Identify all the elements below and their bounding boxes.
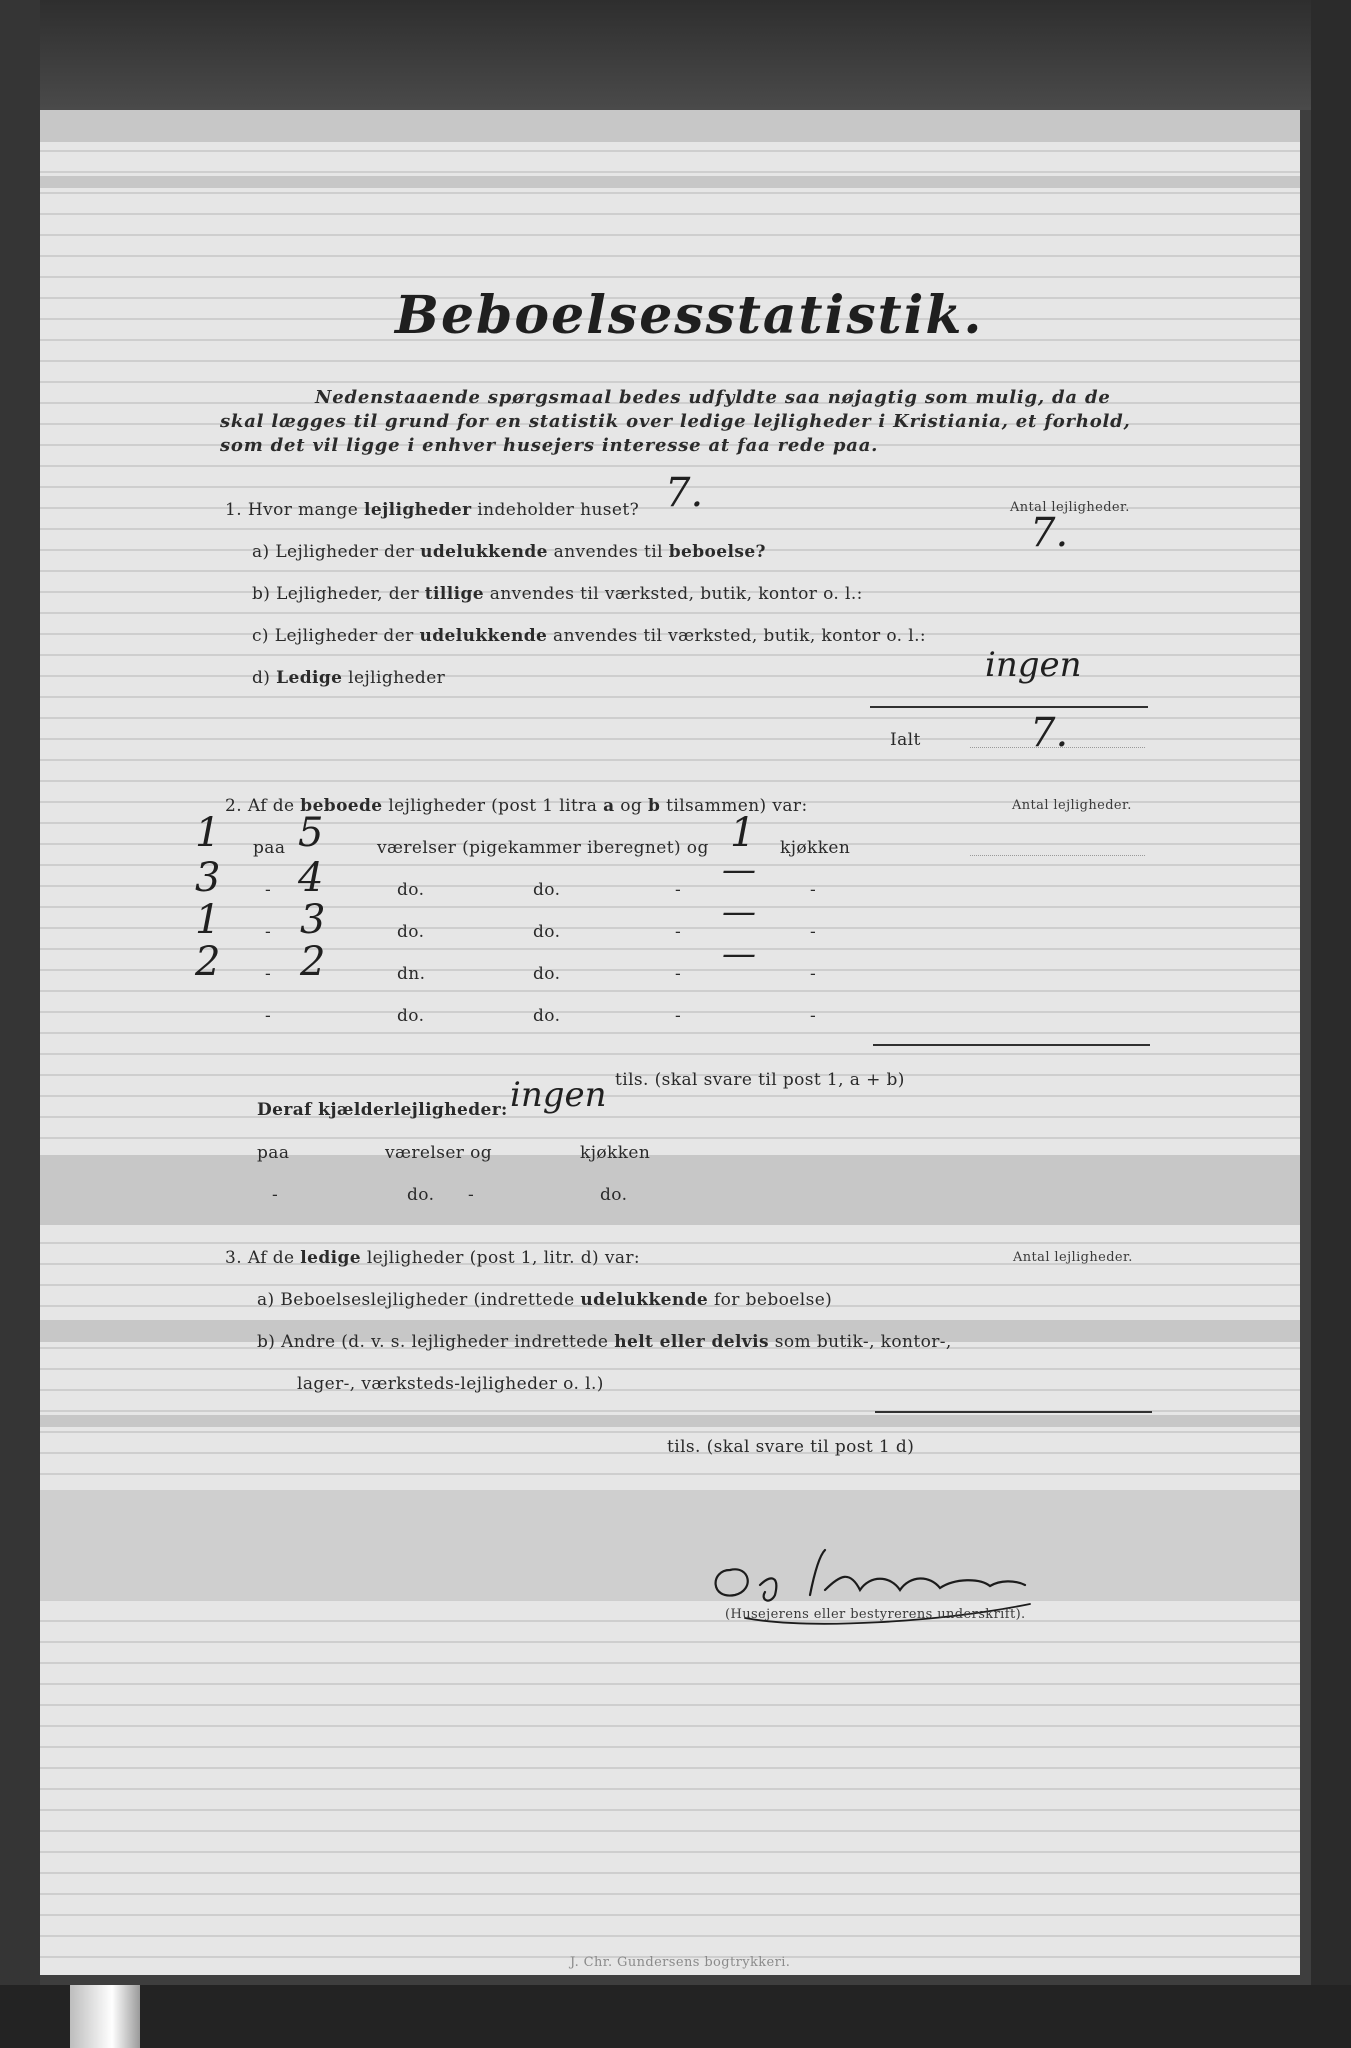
q2-row1-paa: paa (253, 838, 286, 858)
q3-tils: tils. (skal svare til post 1 d) (667, 1437, 915, 1457)
q1-bold: lejligheder (364, 500, 472, 520)
q1c-label: c) Lejligheder der udelukkende anvendes til værksted, butik, kontor o. l.: (252, 626, 927, 646)
q2-row3-kitchen: — (722, 892, 756, 932)
q2-row3-do2: do. (533, 922, 561, 942)
q2-row2-dash-a: - (675, 880, 682, 900)
q2-deraf-label: Deraf kjælderlejligheder: (257, 1100, 508, 1120)
q2-row1-count: 1 (195, 810, 221, 856)
q2-row3-count: 1 (195, 897, 221, 943)
q1b-label: b) Lejligheder, der tillige anvendes til værksted, butik, kontor o. l.: (252, 584, 863, 604)
q3b-label: b) Andre (d. v. s. lejligheder indrettede helt eller delvis som butik-, kontor-, (257, 1332, 952, 1352)
q2-tils: tils. (skal svare til post 1, a + b) (615, 1070, 905, 1090)
q2-deraf-kjokken: kjøkken (580, 1143, 651, 1163)
q2-row1-label: værelser (pigekammer iberegnet) og (377, 838, 709, 858)
q2-row5-dash-b: - (810, 1006, 817, 1026)
q2-deraf-dash-b: - (468, 1185, 475, 1205)
q2-row4-rooms: 2 (300, 939, 326, 985)
q2-deraf-dash-a: - (272, 1185, 279, 1205)
q2-row2-do2: do. (533, 880, 561, 900)
q1d-label: d) Ledige lejligheder (252, 668, 446, 688)
q2-row4-kitchen: — (722, 934, 756, 974)
q2-row4-do: dn. (397, 964, 426, 984)
q1-answer: 7. (665, 470, 704, 516)
q2-deraf-paa: paa (257, 1143, 290, 1163)
intro-line-3: som det vil ligge i enhver husejers interesse at faa rede paa. (220, 435, 879, 456)
scan-background-left (0, 0, 40, 2048)
q2-row5-do: do. (397, 1006, 425, 1026)
q2-row2-dash: - (265, 880, 272, 900)
q3-total-rule (875, 1411, 1152, 1413)
q2-row1-rooms: 5 (298, 810, 324, 856)
q1d-answer: ingen (985, 645, 1082, 685)
scan-background-top (0, 0, 1351, 110)
q2-row5-dash-a: - (675, 1006, 682, 1026)
q2-row1-dots (970, 855, 1145, 856)
scan-light-spot (70, 1985, 140, 2048)
q2-total-rule (873, 1044, 1150, 1046)
q2-row4-dash-a: - (675, 964, 682, 984)
q2-deraf-do-a: do. (407, 1185, 435, 1205)
q2-row4-count: 2 (195, 939, 221, 985)
q2-row2-dash-b: - (810, 880, 817, 900)
q2-row2-kitchen: — (722, 850, 756, 890)
q2-row4-dash: - (265, 964, 272, 984)
q1-question (225, 500, 639, 520)
q1a-label: a) Lejligheder der udelukkende anvendes til beboelse? (252, 542, 766, 562)
q1-total-dots (970, 747, 1145, 748)
q1-number: 1. (225, 500, 243, 520)
q1-total-answer: 7. (1030, 710, 1069, 756)
printer-imprint: J. Chr. Gundersens bogtrykkeri. (570, 1955, 791, 1970)
q2-row2-count: 3 (195, 855, 221, 901)
q2-row3-rooms: 3 (300, 897, 326, 943)
q1-pre: Hvor mange (247, 500, 359, 520)
intro-line-1: Nedenstaaende spørgsmaal bedes udfyldte saa nøjagtig som mulig, da de (315, 387, 1111, 408)
q2-row5-dash: - (265, 1006, 272, 1026)
q3-question: 3. Af de ledige lejligheder (post 1, litr. d) var: (225, 1248, 641, 1268)
q2-row3-dash-b: - (810, 922, 817, 942)
q2-question: 2. Af de beboede lejligheder (post 1 litra a og b tilsammen) var: (225, 796, 808, 816)
form-sheet (40, 110, 1300, 1975)
signature-caption: (Husejerens eller bestyrerens underskrift). (725, 1607, 1026, 1622)
q2-row4-dash-b: - (810, 964, 817, 984)
q1a-answer: 7. (1030, 510, 1069, 556)
q2-deraf-vaerelser: værelser og (385, 1143, 493, 1163)
q2-row2-do: do. (397, 880, 425, 900)
q2-row5-do2: do. (533, 1006, 561, 1026)
q1-total-rule (870, 706, 1148, 708)
signature-name (760, 1542, 1003, 1577)
q2-column-header: Antal lejligheder. (1012, 798, 1132, 813)
q1-column-header: Antal lejligheder. (1010, 500, 1130, 515)
q2-row1-kitchen: 1 (730, 810, 756, 856)
q2-row3-dash-a: - (675, 922, 682, 942)
form-title: Beboelsesstatistik. (395, 285, 984, 346)
q3b-label-line2: lager-, værksteds-lejligheder o. l.) (297, 1374, 604, 1394)
scan-background-bottom (0, 1985, 1351, 2048)
q2-deraf-answer: ingen (510, 1075, 607, 1115)
q2-row3-do: do. (397, 922, 425, 942)
q2-deraf-do-b: do. (600, 1185, 628, 1205)
q2-row3-dash: - (265, 922, 272, 942)
q2-row2-rooms: 4 (298, 855, 324, 901)
q2-row4-do2: do. (533, 964, 561, 984)
scan-background-right (1311, 0, 1351, 2048)
q3-column-header: Antal lejligheder. (1013, 1250, 1133, 1265)
q2-row1-kitchen-label: kjøkken (780, 838, 851, 858)
q1-post: indeholder huset? (477, 500, 640, 520)
q3a-label: a) Beboelseslejligheder (indrettede udelukkende for beboelse) (257, 1290, 833, 1310)
intro-line-2: skal lægges til grund for en statistik over ledige lejligheder i Kristiania, et forhold, (220, 411, 1131, 432)
q1-total-label: Ialt (890, 730, 921, 750)
